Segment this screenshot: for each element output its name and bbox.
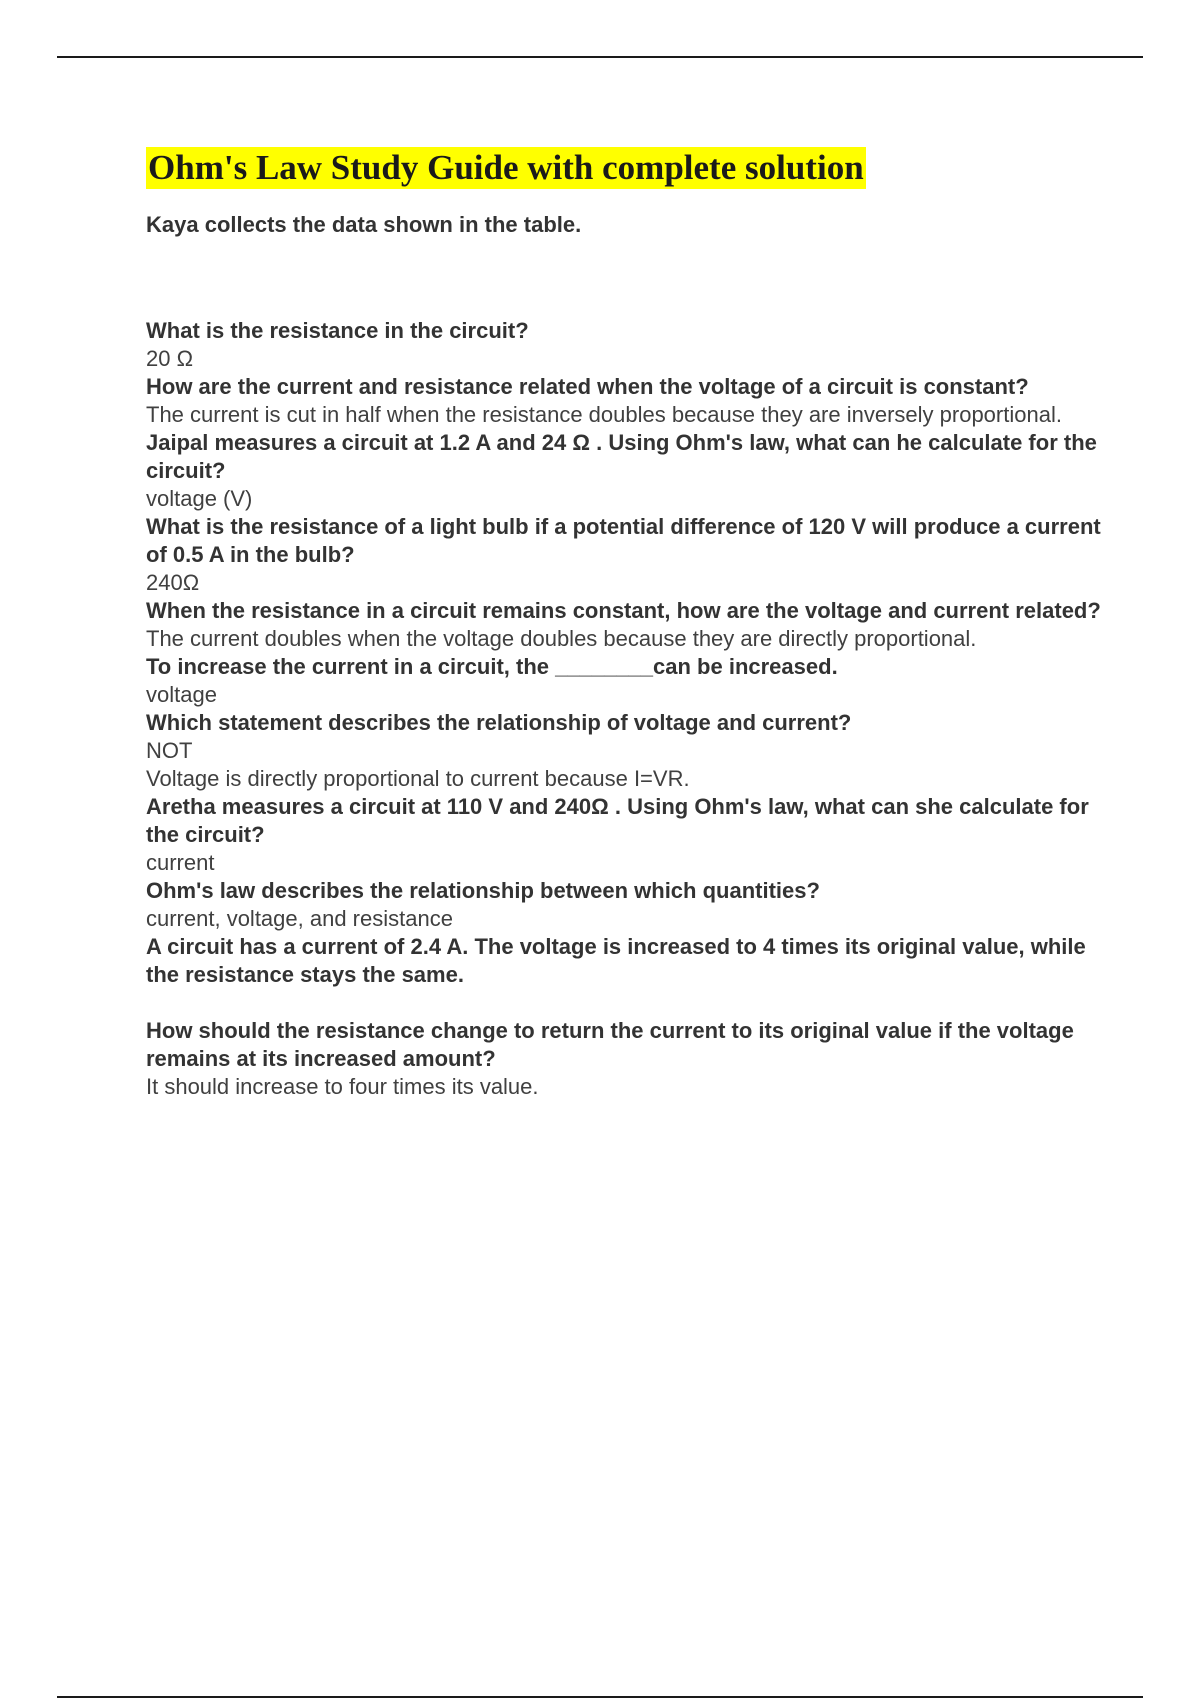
intro-text: Kaya collects the data shown in the table.	[146, 212, 582, 237]
question-8: Aretha measures a circuit at 110 V and 240Ω . Using Ohm's law, what can she calculate for the circuit?	[146, 794, 1089, 847]
answer-2: The current is cut in half when the resistance doubles because they are inversely proportional.	[146, 402, 1062, 427]
paragraph-gap	[146, 989, 1106, 1017]
question-5: When the resistance in a circuit remains constant, how are the voltage and current related?	[146, 598, 1101, 623]
answer-9: current, voltage, and resistance	[146, 906, 453, 931]
top-rule	[57, 56, 1143, 58]
question-4: What is the resistance of a light bulb if a potential difference of 120 V will produce a current of 0.5 A in the bulb?	[146, 514, 1101, 567]
question-6: To increase the current in a circuit, the ________can be increased.	[146, 654, 838, 679]
answer-8: current	[146, 850, 215, 875]
question-7: Which statement describes the relationship of voltage and current?	[146, 710, 852, 735]
document-body	[146, 147, 1106, 1101]
question-9: Ohm's law describes the relationship between which quantities?	[146, 878, 820, 903]
page-title: Ohm's Law Study Guide with complete solution	[148, 148, 864, 187]
answer-7-not: NOT	[146, 738, 193, 763]
bottom-rule	[57, 1696, 1143, 1698]
answer-4: 240Ω	[146, 570, 200, 595]
question-1: What is the resistance in the circuit?	[146, 318, 529, 343]
question-10-part-2: How should the resistance change to return the current to its original value if the voltage remains at its increased amount?	[146, 1018, 1074, 1071]
answer-1: 20 Ω	[146, 346, 194, 371]
question-2: How are the current and resistance related when the voltage of a circuit is constant?	[146, 374, 1029, 399]
answer-7: Voltage is directly proportional to current because I=VR.	[146, 766, 690, 791]
answer-10: It should increase to four times its value.	[146, 1074, 539, 1099]
answer-6: voltage	[146, 682, 217, 707]
answer-3: voltage (V)	[146, 486, 253, 511]
question-3: Jaipal measures a circuit at 1.2 A and 24 Ω . Using Ohm's law, what can he calculate for the circuit?	[146, 430, 1097, 483]
question-10-part-1: A circuit has a current of 2.4 A. The voltage is increased to 4 times its original value, while the resistance stays the same.	[146, 934, 1086, 987]
answer-5: The current doubles when the voltage doubles because they are directly proportional.	[146, 626, 977, 651]
qa-list	[146, 317, 1106, 1101]
